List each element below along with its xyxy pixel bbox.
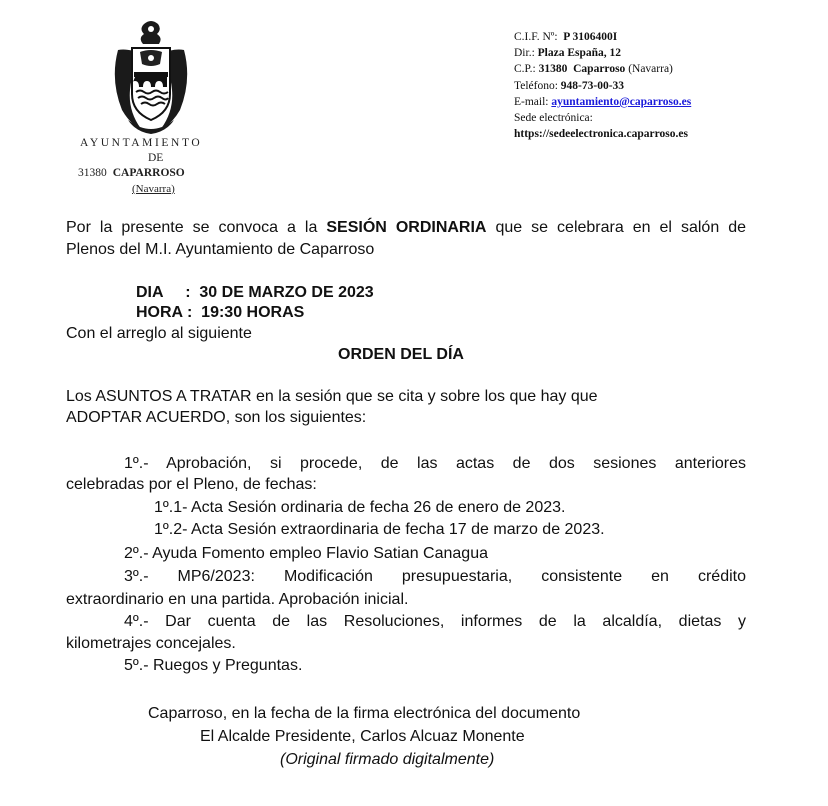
email-link[interactable]: ayuntamiento@caparroso.es [551, 95, 692, 108]
municipality-postal-code: 31380 [78, 167, 107, 179]
coat-of-arms-logo [108, 20, 194, 136]
footer-place-date: Caparroso, en la fecha de la firma electrónica del documento [148, 705, 581, 722]
asuntos-line2: ADOPTAR ACUERDO, son los siguientes: [66, 409, 367, 426]
contact-sede-url[interactable]: https://sedeelectronica.caparroso.es [514, 128, 688, 141]
municipality-region: (Navarra) [132, 183, 175, 195]
footer-signer: El Alcalde Presidente, Carlos Alcuaz Monente [200, 728, 525, 745]
municipality-name-line2: DE [148, 152, 164, 164]
agenda-item-3-line1: 3º.- MP6/2023: Modificación presupuestaria, consistente en crédito [124, 568, 746, 585]
municipality-name-line1: AYUNTAMIENTO [80, 137, 203, 149]
agenda-item-1-2: 1º.2- Acta Sesión extraordinaria de fecha 17 de marzo de 2023. [154, 521, 605, 538]
agenda-item-4-line2: kilometrajes concejales. [66, 635, 236, 652]
intro-paragraph-line2: Plenos del M.I. Ayuntamiento de Caparroso [66, 241, 375, 258]
agenda-item-3-line2: extraordinario en una partida. Aprobación inicial. [66, 591, 409, 608]
intro-paragraph-line1: Por la presente se convoca a la SESIÓN ORDINARIA que se celebrara en el salón de [66, 219, 747, 236]
orden-del-dia-title: ORDEN DEL DÍA [338, 346, 464, 363]
contact-sede-label: Sede electrónica: [514, 112, 593, 125]
agenda-item-4-line1: 4º.- Dar cuenta de las Resoluciones, informes de la alcaldía, dietas y [124, 613, 746, 630]
contact-email: E-mail: ayuntamiento@caparroso.es [514, 95, 692, 108]
agenda-item-1-line1: 1º.- Aprobación, si procede, de las actas de dos sesiones anteriores [124, 455, 746, 472]
session-date: DIA : 30 DE MARZO DE 2023 [136, 284, 374, 301]
contact-phone: Teléfono: 948-73-00-33 [514, 79, 625, 92]
agenda-item-2: 2º.- Ayuda Fomento empleo Flavio Satian Canagua [124, 545, 488, 562]
contact-cif: C.I.F. Nº: P 3106400I [514, 31, 618, 43]
agenda-item-1-1: 1º.1- Acta Sesión ordinaria de fecha 26 de enero de 2023. [154, 499, 566, 516]
session-time: HORA : 19:30 HORAS [136, 304, 305, 321]
agenda-item-1-line2: celebradas por el Pleno, de fechas: [66, 476, 317, 493]
agenda-item-5: 5º.- Ruegos y Preguntas. [124, 657, 303, 674]
footer-signed-note: (Original firmado digitalmente) [280, 751, 495, 768]
asuntos-line1: Los ASUNTOS A TRATAR en la sesión que se cita y sobre los que hay que [66, 388, 598, 405]
contact-postal: C.P.: 31380 Caparroso (Navarra) [514, 63, 673, 76]
municipality-town: CAPARROSO [112, 167, 185, 179]
municipality-postal-town [78, 167, 185, 179]
contact-address: Dir.: Plaza España, 12 [514, 47, 622, 60]
arreglo-text: Con el arreglo al siguiente [66, 325, 252, 342]
contact-block [514, 29, 691, 142]
